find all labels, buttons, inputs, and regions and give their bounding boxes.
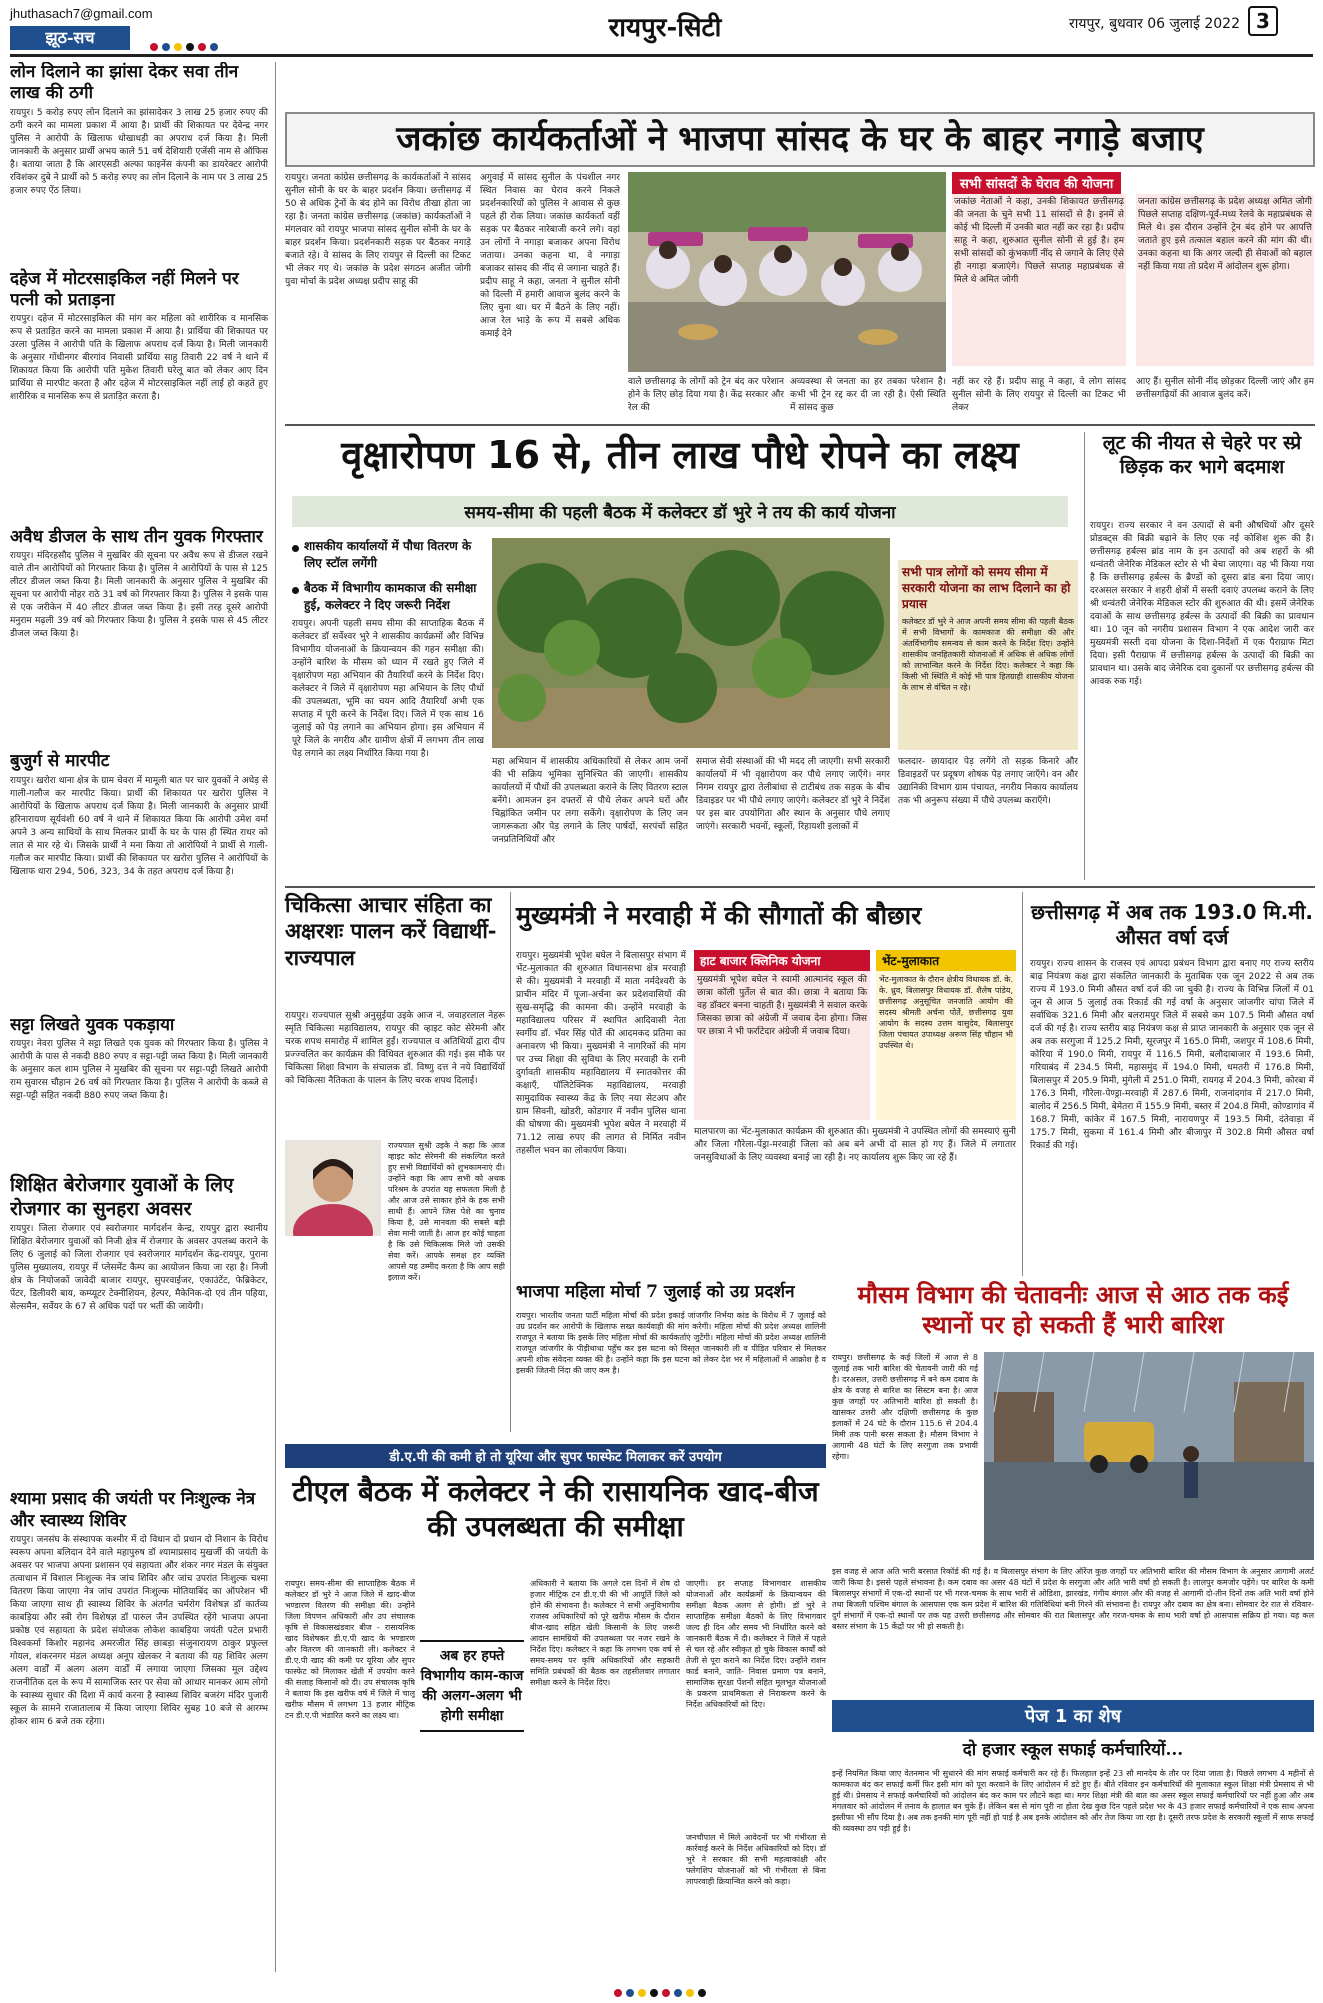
health-body-1: रायपुर। राज्यपाल सुश्री अनुसुईया उइके आज नं. जवाहरलाल नेहरू स्मृति चिकित्सा महाविद्यालय, रायपुर की व्हाइट कोट सेरेमनी और चरक शपथ समारोह में शामिल हुईं। राज्यपाल व अतिथियों द्वारा दीप प्रज्ज्वलित कर कार्यक्रम की विधिवत शुरुआत की गई। इस मौके पर चिकित्सा शिक्षा विभाग के संचालक डॉ. विष्णु दत्त ने नये विद्यार्थियों को चिकित्सा नैतिकता के पालन के लिए चरक शपथ दिलाई। — [285, 1011, 505, 1086]
rain-headline: छत्तीसगढ़ में अब तक 193.0 मि.मी. औसत वर्षा दर्ज — [1030, 900, 1314, 949]
weather-body-2: इस वजह से आज अति भारी बरसात रिकॉर्ड की गई है। व बिलासपुर संभाग के लिए ऑरेंज कुछ जगहों पर अतिभारी बारिश की मौसम विभाग के अनुसार आगामी अलर्ट जारी किया है। इससे पहले संभावना है। कम दबाव का असर 48 घंटों में प्रदेश के सरगुजा और अति भारी वर्षा हो सकती है। लालपुर कमजोर पड़ेंगे। पर बारिश के कमी बिलासपुर संभागों में एक-दो स्थानों पर भी गरज-चमक के साथ भारी से ओडिशा, झारखंड, गंगीय बंगाल और की वजह से आगामी दो-तीन दिनों तक अति भारी वर्षा होने तथा बिजली पश्चिम बंगाल के आसपास एक कम प्रदेश में बारिश की गतिविधियां बनी गिरने की संभावना है। रायपुर और दबाव का क्षेत्र बना। सोमवार देर रात से रविवार- दुर्ग संभागों में एक-दो स्थानों पर तक यह उत्तरी छत्तीसगढ़ और सोमवार की रात बिलासपुर और गरज-चमक के साथ भारी वर्षा हो आसपास सक्रिय हो गया। यह कल बस्तर संभाग के 15 केंद्रों पर भी हो सकती है। — [832, 1567, 1314, 1631]
health-body-2: राज्यपाल सुश्री उइके ने कहा कि आज व्हाइट कोट सेरेमनी की संकल्पित करते हुए सभी विद्यार्थियों को शुभकामनाएं दी। उन्होंने कहा कि आप सभी को अथक परिश्रम के उपरांत यह सफलता मिली है और आज उसे साकार होने के हक सभी साथी हैं। आपने जिस पेशे का चुनाव किया है, उसे मानवता की सबसे बड़ी सेवा मानी जाती है। आज हर कोई चाहता है कि उसे चिकित्सक मिले जो उसकी सेवा करें। आपके समक्ष हर व्यक्ति आपसे यह उम्मीद करता है कि आप सही इलाज करें। — [388, 1141, 505, 1282]
fert-body-4: जनचौपाल में मिले आवेदनों पर भी गंभीरता से कार्रवाई करने के निर्देश अधिकारियों को दिए। डॉ भुरे ने सरकार की सभी महत्वाकांक्षी और फ्लेगशिप योजनाओं को भी गंभीरता से बिना लापरवाही क्रियान्वित करने को कहा। — [686, 1833, 826, 1886]
tree-subhead: समय-सीमा की पहली बैठक में कलेक्टर डॉ भुरे ने तय की कार्य योजना — [292, 496, 1068, 527]
tree-bullet: शासकीय कार्यालयों में पौधा वितरण के लिए स्टॉल लगेंगी — [292, 538, 482, 572]
saplings-photo — [492, 538, 890, 748]
bjp-headline: भाजपा महिला मोर्चा 7 जुलाई को उग्र प्रदर्शन — [516, 1282, 795, 1302]
story-title: दहेज में मोटरसाइकिल नहीं मिलने पर पत्नी को प्रताड़ना — [10, 268, 239, 310]
cm-headline: मुख्यमंत्री ने मरवाही में की सौगातों की बौछार — [516, 901, 922, 930]
page1-band: पेज 1 का शेष — [832, 1700, 1314, 1732]
story-body: रायपुर। नेवरा पुलिस ने सट्टा लिखते एक युवक को गिरफ्तार किया है। पुलिस ने आरोपी के पास से नकदी 880 रुपए व सट्टा-पट्टी जब्त किया है। मिली जानकारी के अनुसार कल शाम पुलिस ने मुखबिर की सूचना पर सट्टा-पट्टी लिखते आरोपी राम सुवारस चौहान 26 वर्ष को गिरफ्तार किया है। पुलिस ने आरोपी के कब्जे से सट्टा-पट्टी सहित नकदी 880 रुपए जब्त किया है। — [10, 1038, 268, 1101]
lead-body-1: रायपुर। जनता कांग्रेस छत्तीसगढ़ के कार्यकर्ताओं ने सांसद सुनील सोनी के घर के बाहर प्रदर्शन किया। छत्तीसगढ़ में 50 से अधिक ट्रेनों के बंद होने का विरोध तीखा होता जा रहा है। जनता कांग्रेस छत्तीसगढ़ (जकांछ) कार्यकर्ताओं ने मंगलवार को रायपुर भाजपा सांसद सुनील सोनी के घर के बाहर प्रदर्शन किया। प्रदर्शनकारी सड़क पर बैठकर नगाड़े बजाते रहे। वे सांसद के लिए रायपुर से दिल्ली का टिकट भी लेकर गए थे। जकांछ के प्रदेश संगठन अजीत जोगी युवा मोर्चा के प्रदेश अध्यक्ष प्रदीप साहू की — [285, 173, 471, 287]
story-title: लोन दिलाने का झांसा देकर सवा तीन लाख की ठगी — [10, 62, 239, 104]
story-title: श्यामा प्रसाद की जयंती पर निःशुल्क नेत्र और स्वास्थ्य शिविर — [10, 1489, 256, 1531]
tree-bullets — [292, 538, 482, 614]
tree-headline: वृक्षारोपण 16 से, तीन लाख पौधे रोपने का लक्ष्य — [341, 433, 1019, 477]
sidebox-body-1: जकांछ नेताओं ने कहा, उनकी शिकायत छत्तीसगढ़ की जनता के चुने सभी 11 सांसदों से है। इनमें से कोई भी दिल्ली में उनकी बात नहीं कर रहा है। प्रदीप साहू ने कहा, शुरुआत सुनील सोनी से हुई है। हम सभी सांसदों को कुंभकर्णी नींद से जगाने के लिए ऐसे ही नगाड़ा बजाएंगे। पिछले सप्ताह महाप्रबंधक से मिले थे अमित जोगी — [952, 194, 1126, 366]
tree-bullet: बैठक में विभागीय कामकाज की समीक्षा हुई, कलेक्टर ने दिए जरूरी निर्देश — [292, 580, 482, 614]
health-headline: चिकित्सा आचार संहिता का अक्षरशः पालन करें विद्यार्थी- राज्यपाल — [285, 892, 497, 970]
photo-caption: वाले छत्तीसगढ़ के लोगों को ट्रेन बंद कर परेशान होने के लिए छोड़ दिया गया है। केंद्र सरकार और रेल की — [628, 377, 784, 413]
tree-body-2: महा अभियान में शासकीय अधिकारियों से लेकर आम जनों की भी सक्रिय भूमिका सुनिश्चित की जाएगी। शासकीय कार्यालयों में पौधों की उपलब्धता कराने के लिए वितरण स्टाल बनेंगे। आमजन इन दफ्तरों से पौधे लेकर अपने घरों और चिह्नांकित जमीन पर लगा सकेंगे। वृक्षारोपण के लिए जन जागरूकता और पेड़ लगाने के लिए पार्षदों, सरपंचों सहित जनप्रतिनिधियों और — [492, 757, 688, 845]
cm-body: रायपुर। मुख्यमंत्री भूपेश बघेल ने बिलासपुर संभाग में भेंट-मुलाकात की शुरुआत विधानसभा क्षेत्र मरवाही से की। मुख्यमंत्री ने मरवाही में माता नर्मदेश्वरी के प्राचीन मंदिर में पूजा-अर्चना कर प्रदेशवासियों की सुख-समृद्धि की कामना की। उन्होंने मरवाही के महाविद्यालय परिसर में स्थापित आदिवासी नेता स्वर्गीय डॉ. भँवर सिंह पोर्ते की आदमकद प्रतिमा का अनावरण भी किया। मुख्यमंत्री ने नागरिकों की मांग पर उच्च शिक्षा की सुविधा के लिए मरवाही के रानी दुर्गावती शासकीय महाविद्यालय में स्नातकोत्तर की कक्षाएँ, पॉलिटेक्निक महाविद्यालय, मरवाही सामुदायिक स्वास्थ्य केंद्र के लिए नया सेटअप और ग्राम सिवनी, खोडरी, कोडगार में नवीन पुलिस थाना की घोषणा की। मुख्यमंत्री भूपेश बघेल ने मरवाही में 71.12 लाख रुपए की लागत से निर्मित नवीन तहसील भवन का लोकार्पण किया। — [516, 951, 686, 1156]
story-body: रायपुर। 5 करोड़ रुपए लोन दिलाने का झांसादेकर 3 लाख 25 हजार रुपए की ठगी करने का मामला प्रकाश में आया है। प्रार्थी की शिकायत पर देवेन्द्र नगर पुलिस ने आरोपी के खिलाफ धोखाधड़ी का अपराध दर्ज किया है। मिली जानकारी के अनुसार प्रार्थी अभय काले 51 वर्ष देशियारी एजेंसी नाम से ऑफिस है। बताया जाता है कि आरएसडी अल्फा फाइनेंस कंपनी का डायरेक्टर आरोपी रविशंकर दुबे ने प्रार्थी को 5 करोड़ रुपए का लोन दिलाने के नाम पर 3 लाख 25 हजार रुपए ऐंठ लिया। — [10, 107, 268, 196]
cm-box-title: हाट बाजार क्लिनिक योजना — [694, 950, 870, 971]
story-body: रायपुर। मंदिरहसौद पुलिस ने मुखबिर की सूचना पर अवैध रूप से डीजल रखने वाले तीन आरोपियों को गिरफ्तार किया है। पुलिस ने आरोपियों के पास से 125 लीटर डीजल जब्त किया है। मिली जानकारी के अनुसार पुलिस ने मुखबिर की सूचना पर आरोपी नोहर राठे 31 वर्ष को गिरफ्तार किया है। पुलिस ने इसके पास से एक जरीकेन में 40 लीटर डीजल जब्त किया है। इसी तरह दूसरे आरोपी मनुराम मढ़ली 39 वर्ष को गिरफ्तार किया है। पुलिस ने इसके पास से 45 लीटर डीजल जब्त किया है। — [10, 551, 268, 640]
photo-caption-2: अव्यवस्था से जनता का हर तबका परेशान है। कभी भी ट्रेन रद्द कर दी जा रही है। ऐसी स्थिति में सांसद कुछ — [790, 377, 946, 413]
lead-body-2: अगुवाई में सांसद सुनील के पंचशील नगर स्थित निवास का घेराव करने निकले प्रदर्शनकारियों को पुलिस ने आवास से कुछ पहले ही रोक लिया। जकांछ कार्यकर्ता वहीं सड़क पर बैठकर नारेबाजी करने लगे। वहां उन लोगों ने नगाड़ा बजाकर अपना विरोध जताया। उनका कहना था, वे नगाड़ा बजाकर सांसद की नींद से जगाना चाहते हैं। प्रदीप साहू ने कहा, जनता ने सुनील सोनी को दिल्ली में हमारी आवाज बुलंद करने के लिए चुना था। घर में बैठने के लिए नहीं। आज रेल भाड़े के रूप में सबसे अधिक कमाई देने — [480, 173, 620, 339]
masthead-rule — [10, 54, 1313, 57]
column-divider — [275, 62, 276, 1972]
page1-headline: दो हजार स्कूल सफाई कर्मचारियों... — [962, 1740, 1184, 1760]
section-rule — [285, 424, 1315, 426]
sidebox-body-2: जनता कांग्रेस छत्तीसगढ़ के प्रदेश अध्यक्ष अमित जोगी पिछले सप्ताह दक्षिण-पूर्व-मध्य रेलवे के महाप्रबंधक से मिले थे। इस दौरान उन्होंने ट्रेन बंद होने पर आपत्ति जताते हुए इसे तत्काल बहाल करने की मांग की थी। उनका कहना था कि अगर जल्दी ही सेवाओं को बहाल नहीं किया गया तो प्रदेश में आंदोलन शुरू होगा। — [1136, 194, 1314, 366]
tree-body-1: रायपुर। अपनी पहली समय सीमा की साप्ताहिक बैठक में कलेक्टर डॉ सर्वेश्वर भुरे ने शासकीय कार्यक्रमों और विभिन्न विभागीय योजनाओं के क्रियान्वयन की गहन समीक्षा की। उन्होंने बारिश के मौसम को ध्यान में रखते हुए जिले में वृक्षारोपण महा अभियान की तैयारियाँ करने के निर्देश दिए। कलेक्टर ने जिले में वृक्षारोपण महा अभियान के लिए पौधों की उपलब्धता, भूमि का चयन आदि तैयारियाँ अभी एक सप्ताह में पूरी करने के निर्देश दिए। जिले में एक साथ 16 जुलाई को पेड़ लगाने का अभियान होगा। इस अभियान में पूरे जिले के नगरीय और ग्रामीण क्षेत्रों में लगभग तीन लाख पेड़ लगाने का लक्ष्य निर्धारित किया गया है। — [292, 619, 484, 759]
sidebox-tail-1: नहीं कर रहे हैं। प्रदीप साहू ने कहा, वे लोग सांसद सुनील सोनी के लिए रायपुर से दिल्ली का टिकट भी लेकर — [952, 377, 1126, 413]
cm-box-title: भेंट-मुलाकात — [876, 950, 1016, 971]
fert-kicker: डी.ए.पी की कमी हो तो यूरिया और सुपर फास्फेट मिलाकर करें उपयोग — [285, 1444, 826, 1468]
fert-body-1: रायपुर। समय-सीमा की साप्ताहिक बैठक में कलेक्टर डॉ भुरे ने आज जिले में खाद-बीज भण्डारण वितरण की समीक्षा की। उन्होंने जिला विपणन अधिकारी और उप संचालक कृषि से विकासखंडवार बीज - रासायनिक खाद विशेषकर डी.ए.पी खाद के भण्डारण और वितरण की जानकारी ली। कलेक्टर ने डी.ए.पी खाद की कमी पर यूरिया और सुपर फास्फेट को मिलाकर खेती में उपयोग करने की सलाह किसानों को दी। उप संचालक कृषि ने बताया कि इस खरीफ वर्ष में जिले में चालू खरीफ मौसम में लगभग 13 हजार मीट्रिक टन डी.ए.पी भंडारित करने का लक्ष्य था। — [285, 1579, 415, 1720]
page-number: 3 — [1248, 6, 1278, 36]
masthead — [10, 6, 1313, 50]
fert-headline: टीएल बैठक में कलेक्टर ने की रासायनिक खाद-बीज की उपलब्धता की समीक्षा — [292, 1475, 819, 1543]
story-body: रायपुर। जिला रोजगार एवं स्वरोजगार मार्गदर्शन केन्द्र, रायपुर द्वारा स्थानीय शिक्षित बेरोजगार युवाओं को निजी क्षेत्र में रोजगार के अवसर उपलब्ध कराने के लिए 6 जुलाई को जिला रोजगार एवं स्वरोजगार मार्गदर्शन केंद्र-रायपुर, पुराना पुलिस मुख्यालय, रायपुर में प्लेसमेंट कैम्प का आयोजन किया जा रहा है। निजी क्षेत्र के नियोजकों जावेदी बाजार रायपुर, सुपरवाईजर, एकाउंटेंट, फेब्रिकेटर, पेंटर, डिलीवरी बाय, कम्प्यूटर टेक्नीशियन, हेल्पर, मैकेनिक-दो एवं तीन पहिया, सेल्समैन, सर्वेयर के 67 से अधिक पदों पर भर्ती की जायेगी। — [10, 1224, 268, 1313]
weather-body-1: रायपुर। छत्तीसगढ़ के कई जिलों में आज से 8 जुलाई तक भारी बारिश की चेतावनी जारी की गई है। दरअसल, उत्तरी छत्तीसगढ़ में बने कम दबाव के क्षेत्र के वजह से बारिश का सिस्टम बना है। आज कुछ जगहों पर अतिभारी बारिश हो सकती है। खासकर उत्तरी और दक्षिणी छत्तीसगढ़ के कुछ इलाकों में 24 घंटे के दौरान 115.6 से 204.4 मिमी तक पानी बरस सकता है। मौसम विभाग ने आगामी 48 घंटों के लिए सरगुजा तक प्रभावी रहेगा। — [832, 1353, 978, 1461]
column-divider — [510, 892, 511, 1432]
loot-body: रायपुर। राज्य सरकार ने वन उत्पादों से बनी औषधियों और दूसरे प्रोडक्ट्स की बिक्री बढ़ाने के लिए एक नई कोशिश शुरू की है। छत्तीसगढ़ हर्बल्स ब्रांड नाम के इन उत्पादों को अब शहरों के श्री धन्वंतरी जेनेरिक मेडिकल स्टोर से भी बेचा जाएगा। वह भी किया गया है कि छत्तीसगढ़ हर्बल्स के ब्रैण्डों को दूसरा ब्रांड बना दिया जाए। दरअसल सरकार ने शहरी क्षेत्रों में सस्ती दवाएं उपलब्ध कराने के लिए श्री धन्वंतरी जेनेरिक मेडिकल स्टोर की शुरुआत की थी। इसमें जेनेरिक दवाओं के साथ छत्तीसगढ़ हर्बल्स के उत्पादों की बिक्री का प्रावधान था। 10 जून को नगरीय प्रशासन विभाग ने एक आदेश जारी कर मुख्यमंत्री सस्ती दवा योजना के दिशा-निर्देशों में एक पैराग्राफ मिटा दिया। इसी पैराग्राफ में छत्तीसगढ़ हर्बल्स के उत्पादों की बिक्री का प्रावधान था। उसके बाद जेनेरिक दवा दुकानों पर छत्तीसगढ़ हर्बल्स की आवक रुक गई। — [1090, 521, 1314, 687]
left-column — [10, 62, 268, 1972]
tree-body-3: समाज सेवी संस्थाओं की भी मदद ली जाएगी। सभी सरकारी कार्यालयों में भी वृक्षारोपण कर पौधे लगाए जाएँगे। नगर निगम रायपुर द्वारा तेलीबांधा से टाटीबंध तक सड़क के बीच डिवाइडर पर भी पौधे लगाए जाएंगे। कलेक्टर डॉ भुरे ने निर्देश पर इस बार उपयोगिता और स्थान के अनुसार पौधे लगाए जाएंगे। सरकारी भवनों, स्कूलों, रिहायशी इलाकों में — [696, 757, 890, 832]
masthead-brand: झूठ-सच — [10, 26, 130, 50]
story-body: रायपुर। खरोरा थाना क्षेत्र के ग्राम चेवरा में मामूली बात पर चार युवकों ने अधेड़ से गाली-गलौज कर मारपीट किया। प्रार्थी की शिकायत पर खरोरा पुलिस ने आरोपियों के खिलाफ अपराध दर्ज किया है। मिली जानकारी के अनुसार प्रार्थी हरिनारायण सूर्यवंशी 60 वर्ष ने थाने में शिकायत किया कि आरोपी उमेश वर्मा अपने 3 अन्य साथियों के साथ मिलकर प्रार्थी के घर के पास ही स्थित राधर को लात से मार रहे थे। जिसके प्रार्थी ने मना किया तो आरोपियों ने प्रार्थी से गाली-गलौज कर मारपीट किया। प्रार्थी की शिकायत पर खरोरा पुलिस ने आरोपियों के खिलाफ धारा 294, 506, 323, 34 के तहत अपराध दर्ज किया है। — [10, 775, 268, 877]
story-title: सट्टा लिखते युवक पकड़ाया — [10, 1014, 175, 1035]
lead-sidebox — [952, 172, 1314, 420]
cm-box-body: भेंट-मुलाकात के दौरान क्षेत्रीय विधायक डॉ. के. के. ध्रुव, बिलासपुर विधायक डॉ. शैलेष पांडेय, छत्तीसगढ़ अनुसूचित जनजाति आयोग की सदस्य श्रीमती अर्चना पोर्ते, छत्तीसगढ़ युवा आयोग के सदस्य उत्तम वासुदेव, बिलासपुर जिला पंचायत उपाध्यक्ष अरूण सिंह चौहान भी उपस्थित थे। — [879, 975, 1013, 1050]
column-divider — [1084, 432, 1085, 880]
cm-body-tail: मालपारण का भेंट-मुलाकात कार्यक्रम की शुरुआत की। मुख्यमंत्री ने उपस्थित लोगों की समस्याएं सुनी और जिला गौरेला-पेंड्रा-मरवाही जिला को अब बने अभी दो साल हो गए हैं। जिले में लगातार जनसुविधाओं के लिए व्यवस्था बनाई जा रही है। नए कार्यालय शुरू किए जा रहे हैं। — [694, 1127, 1016, 1163]
tree-sidebox-title: सभी पात्र लोगों को समय सीमा में सरकारी योजना का लाभ दिलाने का हो प्रयास — [902, 565, 1071, 611]
story-title: अवैध डीजल के साथ तीन युवक गिरफ्तार — [10, 527, 263, 547]
tree-sidebox — [898, 560, 1078, 750]
sidebox-tail-2: आए हैं। सुनील सोनी नींद छोड़कर दिल्ली जाएं और हम छत्तीसगढ़ियों की आवाज बुलंद करें। — [1136, 377, 1314, 400]
story-title: बुजुर्ग से मारपीट — [10, 751, 110, 772]
tree-sidebox-body: कलेक्टर डॉ भुरे ने आज अपनी समय सीमा की पहली बैठक में सभी विभागों के कामकाज की समीक्षा की और अंतर्विभागीय समन्वय से काम करने के निर्देश दिए। उन्होंने शासकीय जनहितकारी योजनाओं में अधिक से अधिक लोगों को लाभान्वित करने के निर्देश दिए। कलेक्टर ने कहा कि किसी भी स्थिति में कोई भी पात्र हितग्राही शासकीय योजना के लाभ से वंचित न रहे। — [902, 617, 1074, 692]
cm-box-bhent — [876, 950, 1016, 1120]
fert-body-2: अधिकारी ने बताया कि अगले दस दिनों में शेष दो हजार मीट्रिक टन डी.ए.पी की भी आपूर्ति जिले को होने की संभावना है। कलेक्टर ने सभी अनुविभागीय राजस्व अधिकारियों को पूरे खरीफ मौसम के दौरान बीज-खाद सहित खेती किसानी के लिए जरूरी आदान सामग्रियों की उपलब्धता पर नजर रखने के निर्देश दिए। कलेक्टर ने कहा कि लगभग एक वर्ष से समय-समय पर कृषि अधिकारियों और सहकारी समिति प्रबंधकों की बैठक कर तहसीलवार लगातार समीक्षा करने के निर्देश दिए। — [530, 1579, 680, 1687]
rain-photo — [984, 1352, 1314, 1560]
top-color-dots — [150, 36, 450, 55]
cm-box-hat-bazar — [694, 950, 870, 1120]
section-rule — [285, 886, 1315, 888]
cm-box-body: मुख्यमंत्री भूपेश बघेल ने स्वामी आत्मानंद स्कूल की छात्रा कॉली पुर्तेल से बात की। छात्रा ने बताया कि वह डॉक्टर बनना चाहती है। मुख्यमंत्री ने सवाल करके जिसका छात्रा को अंग्रेजी में जवाब देना होगा। जिस पर छात्रा ने भी फर्राटेदार अंग्रेजी में जवाब दिया। — [697, 975, 867, 1037]
section-title: रायपुर-सिटी — [608, 13, 722, 43]
page1-body: इन्हें नियमित किया जाए वेतनमान भी सुधारने की मांग सफाई कर्मचारी कर रहे हैं। फिलहाल इन्हें 23 सौ मानदेय के तौर पर दिया जाता है। पिछले लगभग 4 महीनों से कामकाज बंद कर सफाई कर्मी फिर इसी मांग को पूरा करवाने के लिए आंदोलन में डटे हुए हैं। बीते रविवार इन कर्मचारियों की मुलाकात स्कूल शिक्षा मंत्री प्रेमसाय से भी हुई थी। प्रेमसाय ने सफाई कर्मचारियों को आंदोलन बंद कर काम पर लौटने कहा था। मगर शिक्षा मंत्री की बात का असर स्कूल सफाई कर्मचारियों पर नहीं हुआ और अब मंगलवार को आंदोलन में तनाव के हालात बन चुके हैं। लेकिन बस से मांग पूरी ना होता देख कुछ दिन पहले प्रदेश भर के 43 हजार सफाई कर्मचारियों ने एक साथ अपना इस्तीफा भी सौंप दिया है। अब तक इनकी मांग पूरी नहीं हो पाई है अब इनके आंदोलन को और तेज किया जा रहा है। दूसरी तरफ प्रदेश के सरकारी स्कूलों में साफ सफाई की व्यवस्था ठप पड़ी हुई है। — [832, 1769, 1314, 1833]
protest-photo — [628, 172, 946, 372]
footer-color-dots — [0, 1982, 1323, 2001]
lead-headline: जकांछ कार्यकर्ताओं ने भाजपा सांसद के घर के बाहर नगाड़े बजाए — [285, 112, 1315, 167]
governor-portrait — [285, 1140, 381, 1236]
dateline: रायपुर, बुधवार 06 जुलाई 2022 — [1069, 16, 1240, 32]
rain-body: रायपुर। राज्य शासन के राजस्व एवं आपदा प्रबंधन विभाग द्वारा बनाए गए राज्य स्तरीय बाढ़ नियंत्रण कक्ष द्वारा संकलित जानकारी के मुताबिक एक जून 2022 से अब तक राज्य में 193.0 मिमी औसत वर्षा दर्ज की जा चुकी है। राज्य के विभिन्न जिलों में 01 जून से आज 5 जुलाई तक रिकार्ड की गई वर्षा के अनुसार जांजगीर चांपा जिले में सर्वाधिक 321.6 मिमी और बलरामपुर जिले में सबसे कम 107.5 मिमी औसत वर्षा दर्ज की गई है। राज्य स्तरीय बाढ़ नियंत्रण कक्ष से प्राप्त जानकारी के अनुसार एक जून से अब तक सरगुजा में 125.2 मिमी, सूरजपुर में 165.0 मिमी, जशपुर में 108.6 मिमी, कोरिया में 190.0 मिमी, रायपुर में 116.5 मिमी, बलौदाबाजार में 193.6 मिमी, गरियाबंद में 234.5 मिमी, महासमुंद में 194.0 मिमी, धमतरी में 176.8 मिमी, बिलासपुर में 205.9 मिमी, मुंगेली में 251.0 मिमी, रायगढ़ में 204.3 मिमी, कोरबा में 176.3 मिमी, गौरेला-पेण्ड्रा-मरवाही में 287.6 मिमी, राजनांदगांव में 217.0 मिमी, बालोद में 256.5 मिमी, बेमेतरा में 155.9 मिमी, बस्तर में 204.8 मिमी, कोण्डागांव में 168.7 मिमी, कांकेर में 167.5 मिमी, नारायणपुर में 193.5 मिमी, दंतेवाड़ा में 175.7 मिमी, सुकमा में 161.4 मिमी और बीजापुर में 302.8 मिमी औसत वर्षा रिकार्ड की गई। — [1030, 959, 1314, 1151]
loot-headline: लूट की नीयत से चेहरे पर स्प्रे छिड़क कर भागे बदमाश — [1102, 432, 1302, 478]
masthead-email: jhuthasach7@gmail.com — [10, 6, 153, 21]
story-title: शिक्षित बेरोजगार युवाओं के लिए रोजगार का सुनहरा अवसर — [10, 1173, 234, 1220]
story-body: रायपुर। जनसंघ के संस्थापक कश्मीर में दो विधान दो प्रधान दो निशान के विरोध स्वरूप अपना बलिदान देने वाले महापुरुष डॉ श्यामाप्रसाद मुखर्जी की जयंती के अवसर पर भाजपा अपना प्रशासन एवं सहायता और शंकर नगर मंडल के संयुक्त तत्वाधान में विशाल निःशुल्क नेत्र जांच शिविर और जांच उपरांत निःशुल्क चश्मा वितरण किया जाएगा नेत्र जांच उपरांत निःशुल्क मोतियाबिंद का ऑपरेशन भी किया जाएगा साथ ही स्वास्थ्य शिविर के अंतर्गत चर्मरोग विशेषज्ञ डॉ कार्तव्य काबड़िया और स्त्री रोग विशेषज्ञ डॉ पारुल जैन उपस्थित रहेंगे भाजपा अपना प्रकोष्ठ एवं सहायता के प्रदेश संयोजक लोकेश काबड़िया जयंती पटेल प्रभारी विश्वकर्मा किशोर महानंद अमरजीत सिंह छाबड़ा संजुनारायण ठाकुर प्रफुल्ल गोयल, शंकरनगर मंडल अध्यक्ष अनूप खेलकर ने बताया की यह शिविर अलग अलग वार्डों में अलग अलग वार्डों में लगाया जाएगा जिसका मूल उद्देश्य राजनीतिक दल के रूप में सामाजिक स्तर पर सेवा को आधार मानकर आम लोगो के स्वास्थ्य सुधार की दिशा में कार्य करना है स्वास्थ्य शिविर बजरंग मंदिर पुजारी स्कूल के सामने राजातालाब में किया जाएगा शिविर सुबह 10 बजे से आरम्भ होकर शाम 6 बजे तक रहेगा। — [10, 1534, 268, 1727]
weather-headline: मौसम विभाग की चेतावनीः आज से आठ तक कई स्थानों पर हो सकती हैं भारी बारिश — [857, 1280, 1289, 1339]
story-body: रायपुर। दहेज में मोटरसाइकिल की मांग कर महिला को शारीरिक व मानसिक रूप से प्रताड़ित करने का मामला प्रकाश में आया है। प्रार्थिया की शिकायत पर उरला पुलिस ने आरोपी पति के खिलाफ अपराध दर्ज किया है। मिली जानकारी के अनुसार गोंधीनगर बीरगांव निवासी प्रार्थिया साहु तिवारी 22 वर्ष ने थाने में शिकायत किया कि आरोपी पति मुकेश तिवारी घरेलू बात को लेकर आए दिन प्रार्थिया से मारपीट करता है और दहेज में मोटरसाइकिल नहीं लाई हो कहते हुए शारीरिक व मानसिक रूप से प्रताड़ित करता है। — [10, 314, 268, 402]
tree-body-4: फलदार- छायादार पेड़ लगेंगे तो सड़क किनारे और डिवाइडरों पर प्रदूषण शोषक पेड़ लगाए जाएँगे। वन और उद्यानिकी विभाग ग्राम पंचायत, नगरीय निकाय कार्यालय तक भी अनुरूप संख्या में पौधे उपलब्ध कराएँगे। — [898, 757, 1078, 806]
fert-pull-quote: अब हर हफ्ते विभागीय काम-काज की अलग-अलग भी होगी समीक्षा — [420, 1640, 524, 1732]
bjp-body: रायपुर। भारतीय जनता पार्टी महिला मोर्चा की प्रदेश इकाई जांजगीर निर्भया कांड के विरोध में 7 जुलाई को उग्र प्रदर्शन कर आरोपी के खिलाफ सख्त कार्यवाही की मांग करेगी। महिला मोर्चा की प्रदेश अध्यक्ष शालिनी राजपूत ने बताया कि इसके लिए महिला मोर्चा की कार्यकर्ताएं जुटेंगी। महिला मोर्चा की प्रदेश अध्यक्ष शालिनी राजपूत जांजगीर के पीड़ीथाधा पहुँच कर इस घटना को विस्तृत जानकारी ली व पीड़ित परिवार से मिलकर अपनी शोक संवेदना व्यक्त की है। उन्होंने कहा कि इस घटना को लेकर देश भर में महिलाओं में आक्रोश है व इसकी जितनी निंदा की जाए कम है। — [516, 1311, 826, 1375]
fert-body-3: जाएगी। हर सप्ताह विभागवार शासकीय योजनाओं और कार्यक्रमों के क्रियान्वयन की समीक्षा बैठक अलग से होगी। डॉ भुरे ने साप्ताहिक समीक्षा बैठकों के लिए विभागवार जल्द ही दिन और समय भी निर्धारित करने को जानकारी बैठक में दी। कलेक्टर ने जिले में पहले से चल रहे और स्वीकृत हो चुके विकास कार्यों को तेजी से पूरा कराने का निर्देश दिए। उन्होंने राशन कार्ड बनाने, जाति- निवास प्रमाण पत्र बनाने, सामाजिक सुरक्षा पेंशनों सहित मूलभूत योजनाओं के प्रकरण प्राथमिकता से निराकरण करने के निर्देश अधिकारियों को दिए। — [686, 1579, 826, 1709]
column-divider — [1022, 892, 1023, 1276]
sidebox-title: सभी सांसदों के घेराव की योजना — [952, 172, 1121, 194]
